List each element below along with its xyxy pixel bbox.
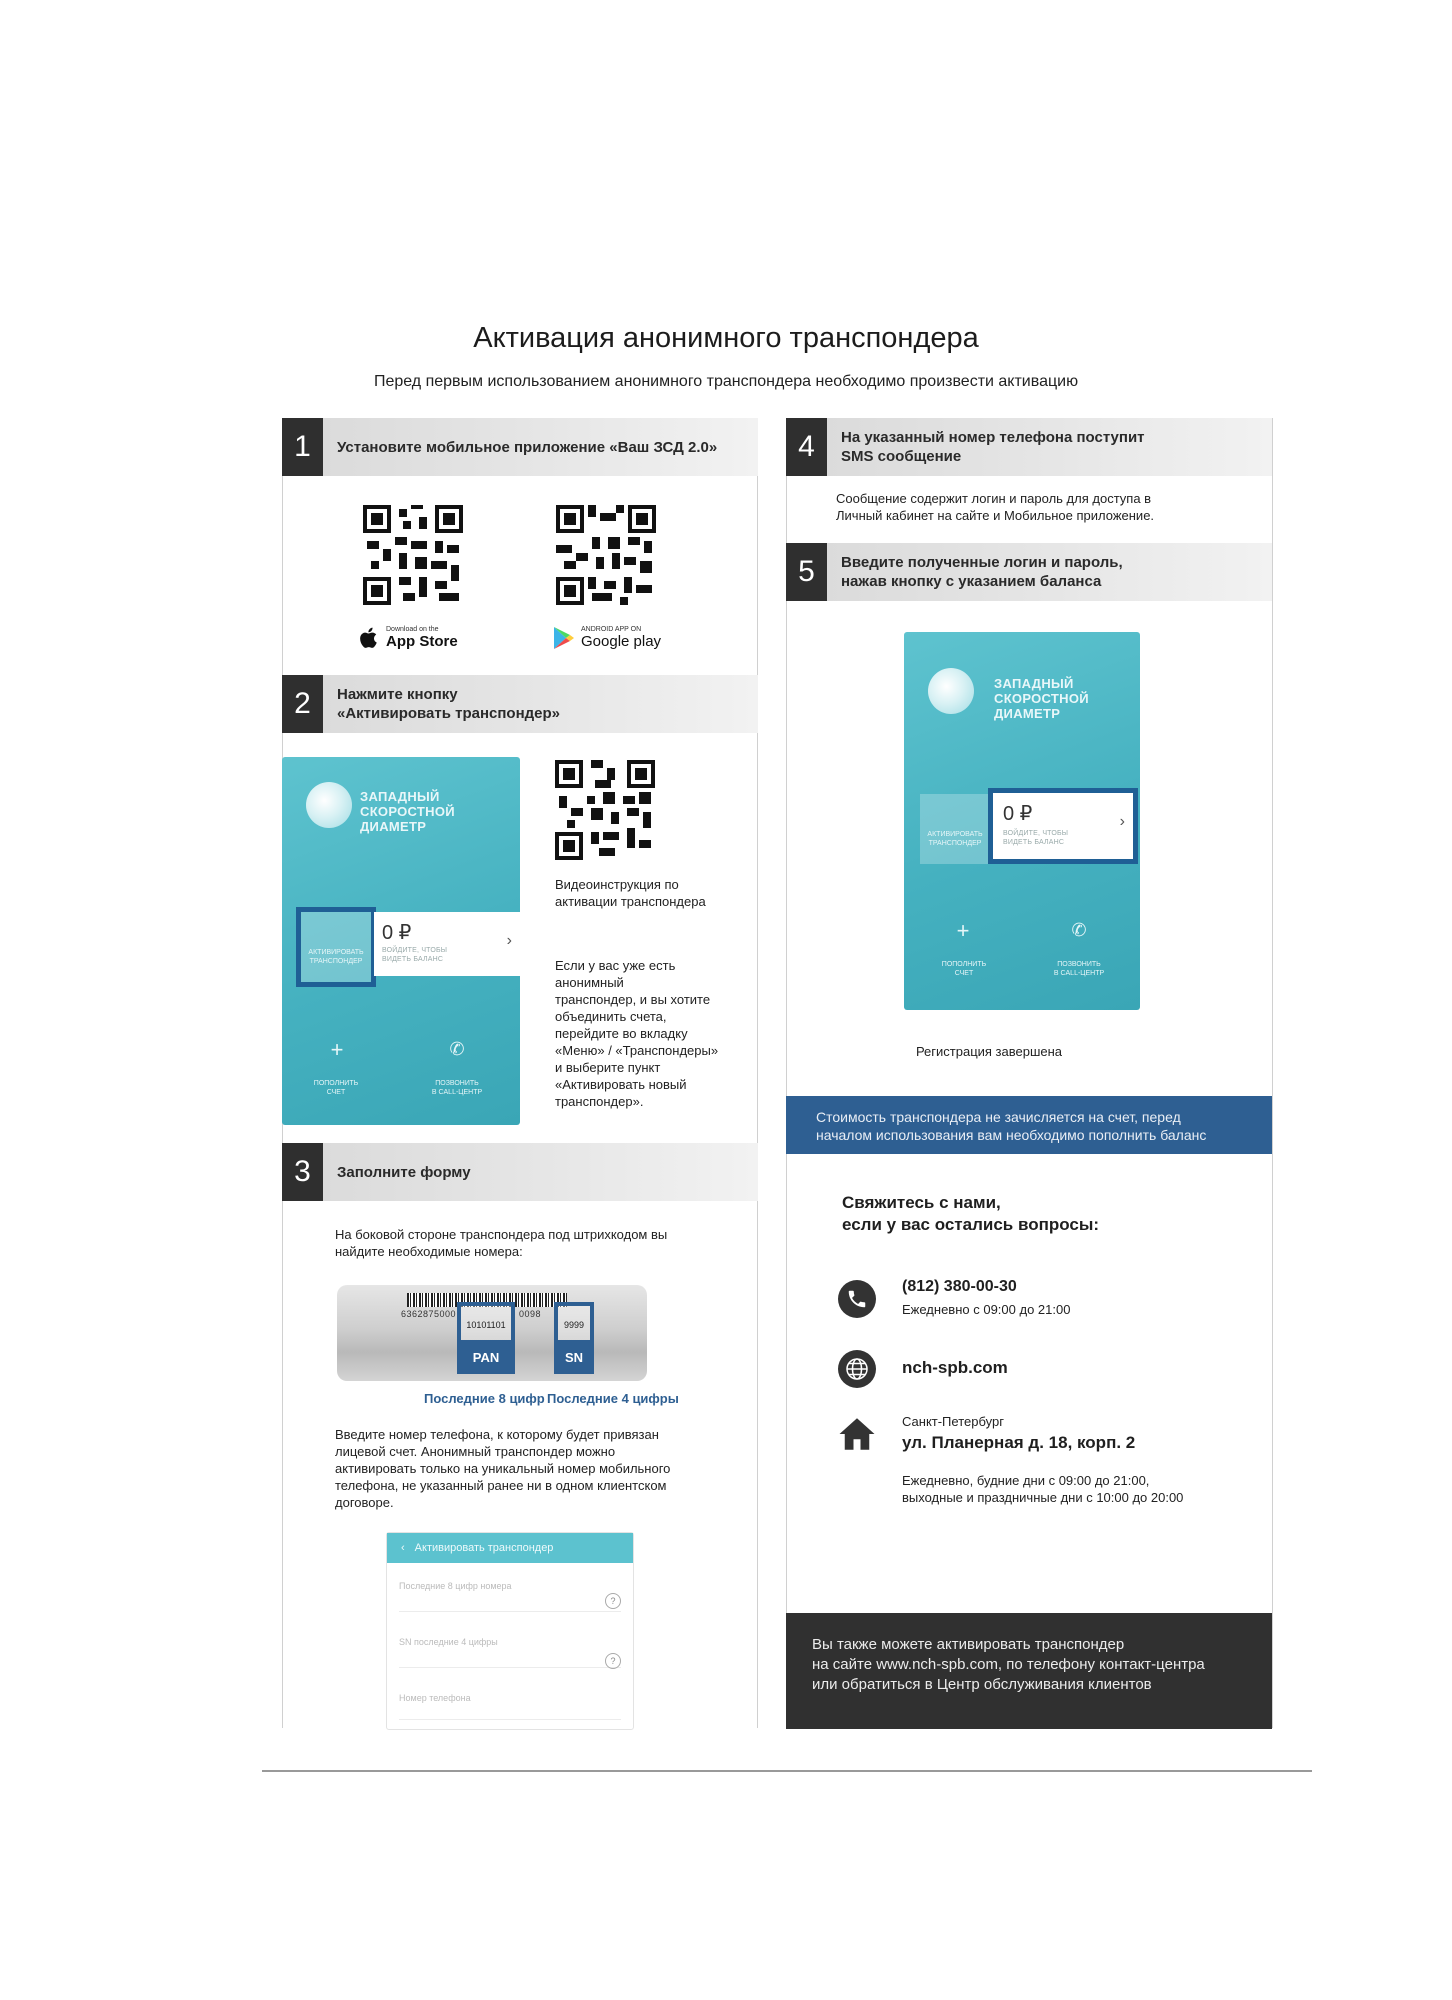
pan-input[interactable] [399, 1581, 621, 1612]
registration-complete-caption: Регистрация завершена [915, 1044, 1063, 1059]
call-line2: В CALL-ЦЕНТР [1053, 970, 1105, 977]
right-panel-border [786, 418, 787, 1728]
notice-line1: Стоимость транспондера не зачисляется на счет, перед [816, 1109, 1181, 1125]
hours-line1: Ежедневно, будние дни с 09:00 до 21:00, [902, 1473, 1150, 1488]
globe-icon [838, 1350, 876, 1388]
contacts-heading [842, 1192, 1099, 1236]
appstore-big-text: App Store [386, 633, 458, 650]
right-panel-border-right [1272, 418, 1273, 1728]
balance-notice-bar [786, 1096, 1272, 1154]
step-2-text [323, 685, 560, 723]
call-center-button[interactable] [414, 1079, 500, 1097]
question-icon[interactable]: ? [605, 1653, 621, 1669]
sms-line1: Сообщение содержит логин и пароль для доступа в [836, 491, 1152, 506]
apple-icon [360, 626, 380, 650]
bottom-edge-line [262, 1770, 1312, 1772]
balance-card[interactable] [374, 912, 520, 976]
activate-line2: ТРАНСПОНДЕР [928, 840, 982, 847]
form-titlebar [387, 1533, 633, 1563]
merge-line: объединить счета, [555, 1009, 667, 1024]
step-4-text-line2: SMS сообщение [841, 448, 962, 465]
step-3-header [282, 1143, 758, 1201]
phone-icon [838, 1280, 876, 1318]
contact-address: ул. Планерная д. 18, корп. 2 [902, 1433, 1136, 1452]
left-panel-border-right [757, 418, 758, 1728]
step-5-number: 5 [786, 543, 827, 601]
qr-code-video[interactable] [555, 760, 655, 860]
pan-digits-label: Последние 8 цифр [424, 1391, 545, 1406]
activate-transponder-button[interactable] [920, 794, 990, 864]
step-5-text-line1: Введите полученные логин и пароль, [841, 554, 1123, 571]
step3-intro-text [335, 1226, 755, 1260]
chevron-right-icon: › [506, 932, 512, 949]
barcode-sn-digits: 9999 [563, 1320, 585, 1330]
step-5-header [786, 543, 1272, 601]
pan-tag: PAN [457, 1340, 515, 1374]
video-instruction-text [555, 876, 755, 910]
pan-input-placeholder: Последние 8 цифр номера [399, 1581, 512, 1591]
merge-line: «Активировать новый [555, 1077, 687, 1092]
brand-line3: ДИАМЕТР [360, 819, 427, 834]
balance-hint-line1: ВОЙДИТЕ, ЧТОБЫ [382, 947, 448, 954]
merge-line: Если у вас уже есть [555, 958, 676, 973]
sn-digits-label: Последние 4 цифры [547, 1391, 679, 1406]
brand-line1: ЗАПАДНЫЙ [994, 676, 1074, 691]
phone-line: активировать только на уникальный номер мобильного [335, 1461, 671, 1476]
brand-line3: ДИАМЕТР [994, 706, 1061, 721]
balance-card-highlighted[interactable] [988, 788, 1138, 864]
topup-button[interactable] [924, 960, 1004, 978]
brand-name [360, 789, 455, 834]
merge-line: транспондер». [555, 1094, 644, 1109]
contact-city: Санкт-Петербург [902, 1414, 1004, 1429]
balance-hint-line2: ВИДЕТЬ БАЛАНС [382, 956, 444, 963]
phone-input[interactable] [399, 1693, 621, 1720]
step-4-header [786, 418, 1272, 476]
contact-phone-number[interactable]: (812) 380-00-30 [902, 1278, 1017, 1295]
step-4-text [827, 428, 1145, 466]
call-line2: В CALL-ЦЕНТР [431, 1089, 483, 1096]
hours-line2: выходные и праздничные дни с 10:00 до 20:00 [902, 1490, 1184, 1505]
step-1-header [282, 418, 758, 476]
call-line1: ПОЗВОНИТЬ [435, 1080, 479, 1087]
topup-button[interactable] [296, 1079, 376, 1097]
step-3-number: 3 [282, 1143, 323, 1201]
call-center-button[interactable] [1036, 960, 1122, 978]
merge-line: перейдите во вкладку [555, 1026, 688, 1041]
sms-line2: Личный кабинет на сайте и Мобильное приложение. [836, 508, 1155, 523]
document-title: Активация анонимного транспондера [473, 322, 979, 354]
activate-line2: ТРАНСПОНДЕР [309, 958, 363, 965]
phone-line: договоре. [335, 1495, 394, 1510]
google-play-icon [553, 626, 575, 650]
step-1-text: Установите мобильное приложение «Ваш ЗСД 2.0» [337, 438, 718, 456]
step-1-number: 1 [282, 418, 323, 476]
office-hours [902, 1472, 1262, 1506]
app-screen-step2 [282, 757, 520, 1125]
activate-line1: АКТИВИРОВАТЬ [308, 949, 364, 956]
zsd-logo-icon [928, 668, 974, 714]
contact-phone-hours: Ежедневно с 09:00 до 21:00 [902, 1302, 1071, 1317]
sn-input-placeholder: SN последние 4 цифры [399, 1637, 498, 1647]
plus-icon: + [956, 918, 970, 943]
balance-amount: 0 ₽ [1003, 803, 1033, 825]
balance-amount: 0 ₽ [382, 922, 412, 944]
step-2-header [282, 675, 758, 733]
sn-tag: SN [554, 1340, 594, 1374]
contacts-heading-line2: если у вас остались вопросы: [842, 1215, 1100, 1234]
step-3-text: Заполните форму [337, 1163, 471, 1181]
phone-input-placeholder: Номер телефона [399, 1693, 471, 1703]
video-line2: активации транспондера [555, 894, 706, 909]
notice-line2: началом использования вам необходимо пополнить баланс [816, 1127, 1207, 1143]
topup-line2: СЧЕТ [326, 1089, 346, 1096]
step-5-text-line2: нажав кнопку с указанием баланса [841, 573, 1102, 590]
app-screen-step5 [904, 632, 1140, 1010]
form-title: Активировать транспондер [414, 1542, 554, 1554]
chevron-right-icon: › [1119, 813, 1125, 830]
google-small-text: ANDROID APP ON [581, 626, 642, 633]
topup-line1: ПОПОЛНИТЬ [313, 1080, 359, 1087]
google-play-badge[interactable] [553, 626, 661, 650]
video-line1: Видеоинструкция по [555, 877, 679, 892]
phone-line: телефона, не указанный ранее ни в одном клиентском [335, 1478, 667, 1493]
plus-icon: + [330, 1037, 344, 1062]
balance-hint-line2: ВИДЕТЬ БАЛАНС [1003, 839, 1065, 846]
intro-line2: найдите необходимые номера: [335, 1244, 523, 1259]
balance-hint-line1: ВОЙДИТЕ, ЧТОБЫ [1003, 830, 1069, 837]
back-arrow-icon[interactable]: ‹ [401, 1542, 405, 1554]
qr-code-appstore[interactable] [363, 505, 463, 605]
footer-line1: Вы также можете активировать транспондер [812, 1636, 1125, 1653]
topup-line1: ПОПОЛНИТЬ [941, 961, 987, 968]
document-subtitle: Перед первым использованием анонимного транспондера необходимо произвести активацию [373, 373, 1079, 390]
step-2-text-line1: Нажмите кнопку [337, 686, 458, 703]
sn-input[interactable] [399, 1637, 621, 1668]
phone-line: Введите номер телефона, к которому будет привязан [335, 1427, 659, 1442]
brand-line1: ЗАПАДНЫЙ [360, 789, 440, 804]
merge-line: и выберите пункт [555, 1060, 661, 1075]
merge-accounts-text [555, 957, 755, 1110]
call-icon: ✆ [449, 1039, 465, 1059]
contact-website[interactable]: nch-spb.com [902, 1358, 1008, 1377]
step-5-text [827, 553, 1123, 591]
merge-line: транспондер, и вы хотите [555, 992, 711, 1007]
brand-name [994, 676, 1089, 721]
step3-phone-text [335, 1426, 755, 1511]
appstore-small-text: Download on the [386, 626, 439, 633]
google-big-text: Google play [581, 633, 662, 650]
zsd-logo-icon [306, 782, 352, 828]
balance-hint [382, 946, 447, 964]
barcode-number-mid: 0098 [519, 1309, 542, 1319]
qr-code-google-play[interactable] [556, 505, 656, 605]
step-4-number: 4 [786, 418, 827, 476]
activate-line1: АКТИВИРОВАТЬ [927, 831, 983, 838]
app-store-badge[interactable] [360, 626, 458, 650]
step-4-text-line1: На указанный номер телефона поступит [841, 429, 1145, 446]
call-icon: ✆ [1071, 920, 1087, 940]
call-line1: ПОЗВОНИТЬ [1057, 961, 1101, 968]
activate-transponder-button[interactable] [296, 907, 376, 987]
footer-line2: на сайте www.nch-spb.com, по телефону контакт-центра [812, 1656, 1205, 1673]
barcode-number-left: 6362875000 [401, 1309, 457, 1319]
brand-line2: СКОРОСТНОЙ [360, 804, 455, 819]
step-2-text-line2: «Активировать транспондер» [337, 705, 561, 722]
home-icon [836, 1413, 878, 1455]
step-2-number: 2 [282, 675, 323, 733]
merge-line: «Меню» / «Транспондеры» [555, 1043, 719, 1058]
sms-description [836, 490, 1256, 524]
brand-line2: СКОРОСТНОЙ [994, 691, 1089, 706]
barcode-pan-digits: 10101101 [466, 1320, 506, 1330]
activate-form-screen [386, 1532, 634, 1730]
topup-line2: СЧЕТ [954, 970, 974, 977]
footer-info-bar [786, 1613, 1272, 1729]
question-icon[interactable]: ? [605, 1593, 621, 1609]
intro-line1: На боковой стороне транспондера под штрихкодом вы [335, 1227, 668, 1242]
phone-line: лицевой счет. Анонимный транспондер можно [335, 1444, 616, 1459]
footer-line3: или обратиться в Центр обслуживания клиентов [812, 1676, 1152, 1693]
merge-line: анонимный [555, 975, 624, 990]
balance-hint [1003, 829, 1068, 847]
contacts-heading-line1: Свяжитесь с нами, [842, 1193, 1001, 1212]
